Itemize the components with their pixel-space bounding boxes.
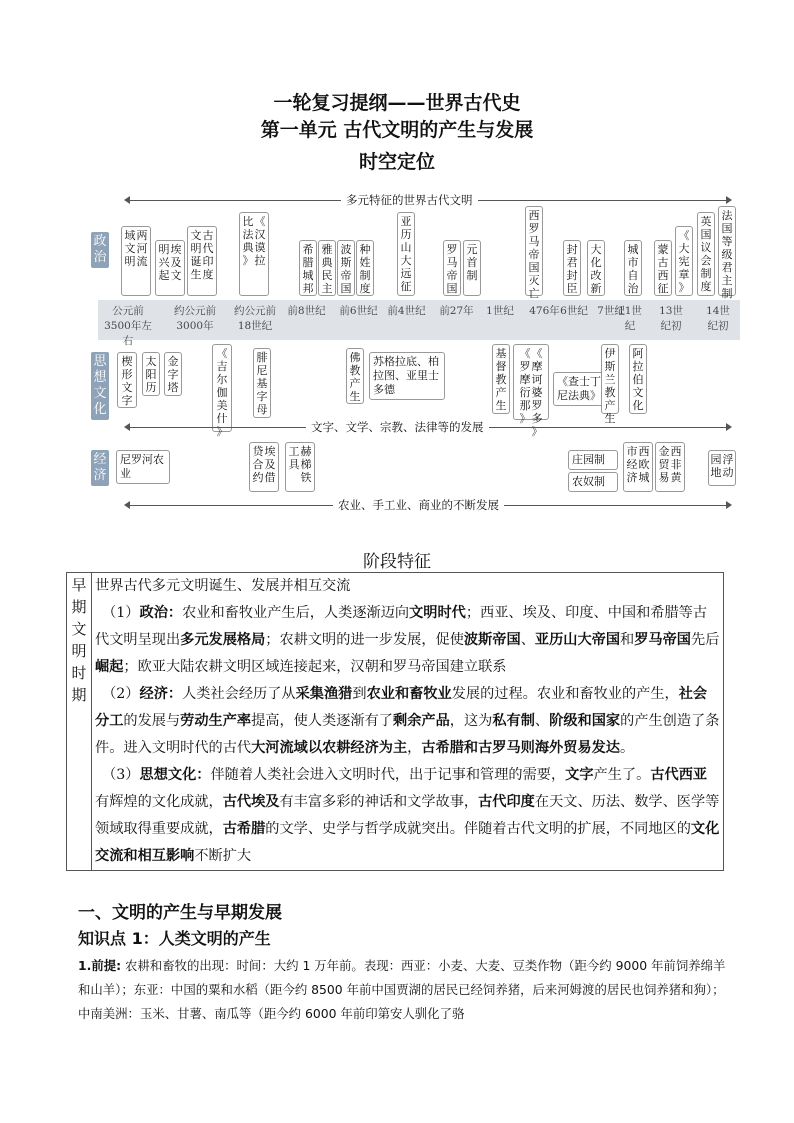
politics-item: 蒙 古 西 征 [654,240,672,296]
doc-title: 一轮复习提纲——世界古代史 [273,92,521,114]
economy-item: 农奴制 [568,472,618,492]
thought-item: 佛 教 产 生 [346,348,364,404]
top-span-label: 多元特征的世界古代文明 [341,192,478,208]
politics-item: 西 罗 马 帝 国 灭 亡 [525,206,543,296]
tick-label: 约公元前3000年 [174,305,216,332]
tick-label: 7世纪 [597,305,625,317]
economy-item: 庄园制 [568,450,618,470]
thought-item: 基 督 教 产 生 [492,344,510,414]
tick-label: 约公元前18世纪 [234,305,276,332]
middle-span-label: 文字、文学、宗教、法律等的发展 [306,419,489,435]
bottom-span-label: 农业、手工业、商业的不断发展 [333,497,504,513]
politics-item: 古 代 印 度 文 明 诞 生 [187,226,217,296]
politics-item: 元 首 制 [463,240,481,296]
politics-item: 封 君 封 臣 [563,240,581,296]
politics-item: 两 河 流 域 文 明 [121,226,151,296]
politics-item: 城 市 自 治 [624,240,642,296]
economy-item: 西 欧 城 市 经 济 [623,442,653,492]
thought-item: 阿 拉 伯 文 化 [629,344,647,414]
politics-item: 英 国 议 会 制 度 [697,212,715,296]
politics-item: 雅 典 民 主 [318,240,336,296]
stage-heading: 阶段特征 [363,552,431,572]
economy-item: 埃 及 借 贷 合 约 [249,442,279,492]
tick-label: 476年 [529,305,560,317]
stage-culture: （3）思想文化：伴随着人类社会进入文明时代，出于记事和管理的需要，文字产生了。古代西亚有辉煌的文化成就，古代埃及有丰富多彩的神话和文学故事，古代印度在天文、历法、数学、医学等领域取得重要成就，古希腊的文学、史学与哲学成就突出。伴随着古代文明的扩展，不同地区的文化交流和相互影响不断扩大 [95,767,720,864]
thought-item: 《 摩 诃 婆 罗 多 》 《 罗 摩 衍 那 》 [513,344,549,420]
economy-item: 尼罗河农业 [116,450,170,484]
tick-label: 前27年 [439,305,474,317]
stage-economy: （2）经济：人类社会经历了从采集渔猎到农业和畜牧业发展的过程。农业和畜牧业的产生，社会分工的发展与劳动生产率提高，使人类逐渐有了剩余产品，这为私有制、阶级和国家的产生创造了条件。进入文明时代的古代大河流域以农耕经济为主，古希腊和古罗马则海外贸易发达。 [95,686,720,756]
tick-label: 前8世纪 [287,305,326,317]
thought-item: 《 吉 尔 伽 美 什 》 [212,344,232,432]
thought-item: 腓 尼 基 字 母 [253,348,271,418]
thought-label: 思想文化 [91,352,109,420]
tick-label: 前4世纪 [387,305,426,317]
tick-label: 1世纪 [486,305,514,317]
politics-item: 埃 及 文 明 兴 起 [155,240,185,296]
knowledge-body [78,954,728,1026]
stage-side-label: 早 期 文 明 时 期 [67,573,92,871]
stage-table [66,572,724,871]
politics-item: 种 姓 制 度 [356,240,374,296]
thought-item: 苏格拉底、柏拉图、亚里士多德 [369,352,445,400]
thought-item: 伊 斯 兰 教 产 生 [601,344,619,414]
premise-label: 1.前提: [78,958,122,973]
politics-item: 罗 马 帝 国 [443,240,461,296]
politics-item: 希 腊 城 邦 [299,240,317,296]
thought-item: 太 阳 历 [142,352,160,396]
politics-item: 波 斯 帝 国 [337,240,355,296]
economy-item: 西 非 黄 金 贸 易 [655,442,685,492]
tick-label: 11世纪 [618,305,642,332]
politics-label: 政治 [91,232,109,268]
tick-label: 13世纪初 [659,305,683,332]
thought-item: 金 字 塔 [164,352,182,396]
economy-item: 浮 动 园 地 [708,450,736,486]
stage-politics: （1）政治：农业和畜牧业产生后，人类逐渐迈向文明时代；西亚、埃及、印度、中国和希腊等古代文明呈现出多元发展格局；农耕文明的进一步发展，促使波斯帝国、亚历山大帝国和罗马帝国先后崛起；欧亚大陆农耕文明区域连接起来，汉朝和罗马帝国建立联系 [95,605,720,675]
stage-lead: 世界古代多元文明诞生、发展并相互交流 [95,578,351,594]
tick-label: 公元前3500年左右 [104,305,152,347]
economy-label: 经济 [91,450,109,486]
stage-content [92,573,724,871]
knowledge-point-title: 知识点 1：人类文明的产生 [78,929,271,948]
tick-label: 14世纪初 [706,305,730,332]
thought-item: 《查士丁尼法典》 [553,372,613,406]
economy-item: 赫 梯 铁 工 具 [285,442,315,492]
section-title: 时空定位 [358,151,435,173]
tick-label: 前6世纪 [339,305,378,317]
politics-item: 《 大 宪 章 》 [675,226,693,296]
politics-item: 大 化 改 新 [587,240,605,296]
thought-item: 楔 形 文 字 [117,352,137,408]
unit-title: 第一单元 古代文明的产生与发展 [260,119,534,141]
knowledge-heading: 一、文明的产生与早期发展 [78,903,282,923]
politics-item: 法 国 等 级 君 主 制 [718,206,736,296]
premise-text: 农耕和畜牧的出现：时间：大约 1 万年前。表现：西亚：小麦、大麦、豆类作物（距今约 9000 年前饲养绵羊和山羊）；东亚：中国的粟和水稻（距今约 8500 年前中国贾湖的居民已经饲养猪，后来河姆渡的居民也饲养猪和狗）；中南美洲：玉米、甘薯、南瓜等（距今约 6000 年前印第安人驯化了骆 [78,958,726,1021]
politics-item: 亚 历 山 大 远 征 [397,212,415,296]
tick-label: 6世纪 [560,305,588,317]
politics-item: 《 汉 谟 拉 比 法 典 》 [239,212,269,296]
